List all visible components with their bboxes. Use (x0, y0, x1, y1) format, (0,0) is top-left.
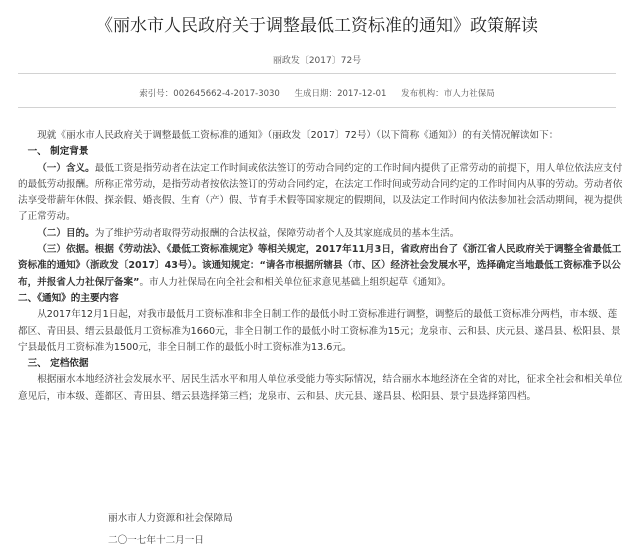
section-1-paragraph-1 (18, 161, 624, 226)
issuer-name: 丽水市人力资源和社会保障局 (108, 513, 233, 524)
divider (18, 73, 616, 74)
section-3-paragraph: 根据丽水本地经济社会发展水平、居民生活水平和用人单位承受能力等实际情况，结合丽水本地经济在全省的对比，征求全社会和相关单位意见后，市本级、莲都区、青田县、缙云县选择第三档；龙泉市、云和县、庆元县、遂昌县、松阳县、景宁县选择第四档。 (18, 374, 623, 402)
index-field (139, 89, 280, 99)
org-value: 市人力社保局 (443, 89, 495, 99)
paragraph-text: 最低工资是指劳动者在法定工作时间或依法签订的劳动合同约定的工作时间内提供了正常劳动的前提下，用人单位依法应支付的最低劳动报酬。所称正常劳动，是指劳动者按依法签订的劳动合同约定，在法定工作时间或劳动合同约定的工作时间内从事的劳动。劳动者依法享受带薪年休假、探亲假、婚丧假、生育（产）假、节育手术假等国家规定的假期间，以及法定工作时间内依法参加社会活动期间，视为提供了正常劳动。 (18, 162, 623, 223)
article-body (18, 128, 624, 405)
paragraph-label: （三）依据。 (37, 244, 95, 256)
paragraph-text: 为了维护劳动者取得劳动报酬的合法权益，保障劳动者个人及其家庭成员的基本生活。 (94, 227, 460, 239)
date-value: 2017-12-01 (337, 89, 387, 99)
divider (18, 107, 616, 108)
paragraph-text: 。市人力社保局在向全社会和相关单位征求意见基础上组织起草《通知》。 (139, 276, 452, 288)
issue-date: 二〇一七年十二月一日 (108, 535, 204, 546)
page-title: 《丽水市人民政府关于调整最低工资标准的通知》政策解读 (96, 16, 538, 36)
section-3-heading: 三、 定档依据 (27, 358, 89, 370)
section-2-paragraph: 从2017年12月1日起，对我市最低月工资标准和非全日制工作的最低小时工资标准进行调整，调整后的最低工资标准分两档，市本级、莲都区、青田县、缙云县最低月工资标准为1660元，非全日制工作的最低小时工资标准为15元；龙泉市、云和县、庆元县、遂昌县、松阳县、景宁县最低月工资标准为1500元，非全日制工作的最低小时工资标准为13.6元。 (18, 309, 621, 353)
section-1-paragraph-3 (18, 242, 624, 291)
document-number: 丽政发〔2017〕72号 (272, 56, 362, 66)
paragraph-label: （二）目的。 (37, 227, 95, 239)
paragraph-bold-text: 根据《劳动法》、《最低工资标准规定》等相关规定，2017年11月3日，省政府出台了《浙江省人民政府关于调整全省最低工资标准的通知》（浙政发〔2017〕43号）。该通知规定：“请各市根据所辖县（市、区）经济社会发展水平，选择确定当地最低工资标准予以公布，并报省人力社保厅备案” (18, 244, 622, 288)
paragraph-label: （一）含义。 (37, 162, 95, 174)
date-label: 生成日期： (294, 89, 338, 99)
metadata-row (0, 87, 634, 99)
section-2-heading: 二、《通知》的主要内容 (18, 292, 119, 304)
intro-paragraph: 现就《丽水市人民政府关于调整最低工资标准的通知》（丽政发〔2017〕72号）（以下简称《通知》）的有关情况解读如下： (37, 130, 559, 141)
section-1-heading: 一、 制定背景 (27, 146, 89, 158)
org-label: 发布机构： (401, 89, 444, 99)
date-field (295, 89, 387, 99)
index-label: 索引号： (139, 89, 174, 99)
org-field (401, 89, 495, 99)
index-value: 002645662-4-2017-3030 (173, 89, 280, 99)
section-1-paragraph-2 (18, 226, 624, 242)
